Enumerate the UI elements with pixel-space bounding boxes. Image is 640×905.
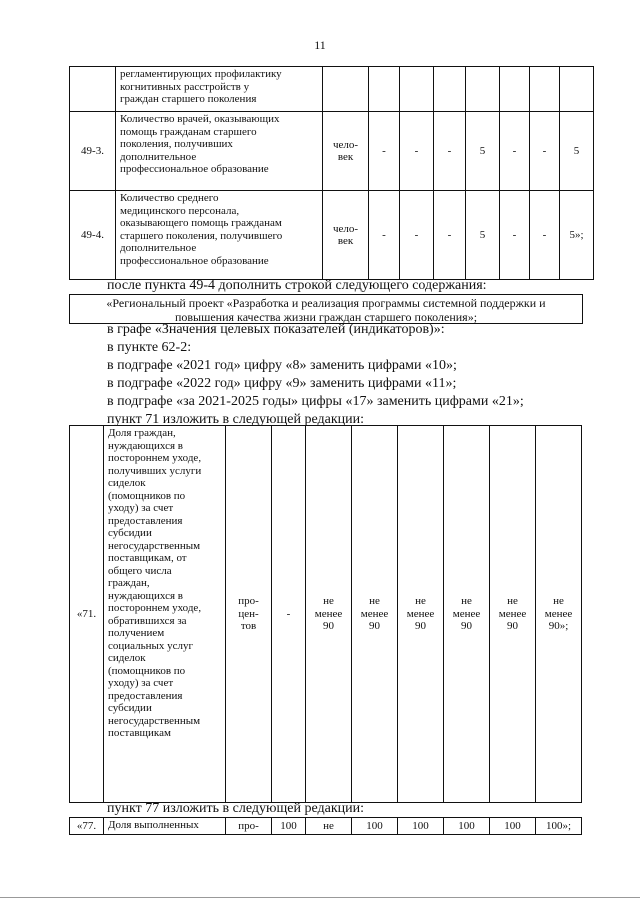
instruction-graph-values: в графе «Значения целевых показателей (индикаторов)»: (107, 322, 445, 337)
instruction-after-49-4: после пункта 49-4 дополнить строкой следующего содержания: (107, 278, 487, 293)
value-cell-line: не (323, 595, 334, 608)
indicator-name-line: профессиональное образование (120, 254, 269, 267)
value-cell (466, 67, 500, 112)
value-cell: 5 (466, 191, 500, 280)
value-cell: - (500, 191, 530, 280)
value-cell (444, 426, 490, 803)
indicator-name-line: сиделок (108, 652, 146, 664)
unit (323, 112, 369, 191)
value-cell (352, 426, 398, 803)
value-cell: 100 (444, 818, 490, 835)
value-cell: - (400, 191, 434, 280)
base-value: 100 (272, 818, 306, 835)
instruction-item-71: пункт 71 изложить в следующей редакции: (107, 412, 364, 427)
value-cell (434, 67, 466, 112)
value-cell: 5»; (560, 191, 594, 280)
unit-line: век (337, 151, 354, 163)
indicator-name-line: получением (108, 627, 165, 639)
indicator-name-line: постороннем уходе, (108, 452, 202, 464)
unit (323, 67, 369, 112)
value-cell-line: 90 (415, 620, 426, 633)
indicator-name-line: Доля граждан, (108, 427, 176, 439)
unit-line: век (337, 235, 354, 247)
indicator-name (116, 191, 323, 280)
indicator-name-line: нуждающихся в (108, 439, 183, 452)
value-cell-line: менее (314, 607, 343, 620)
value-cell-line: 90 (507, 620, 518, 633)
indicator-name-line: получивших услуги (108, 464, 202, 477)
indicator-name-line: граждан, (108, 577, 150, 589)
value-cell-line: менее (360, 607, 389, 620)
indicator-name: Доля выполненных (104, 818, 226, 835)
indicator-name-line: профессиональное образование (120, 163, 269, 175)
indicator-name-line: социальных услуг (108, 639, 194, 652)
page-number: 11 (314, 38, 326, 52)
table-row (70, 67, 594, 112)
unit (226, 426, 272, 803)
value-cell (306, 426, 352, 803)
indicator-name-line: поколения, получивших (120, 138, 233, 150)
value-cell-line: не (507, 595, 518, 608)
value-cell-line: не (553, 595, 564, 608)
unit-line: тов (240, 620, 257, 633)
value-cell: 5 (560, 112, 594, 191)
value-cell (369, 67, 400, 112)
indicator-name-line: общего числа (108, 564, 172, 577)
table-row (70, 191, 594, 280)
instruction-2021-2025: в подграфе «за 2021-2025 годы» цифры «17» заменить цифрами «21»; (107, 394, 524, 409)
value-cell-line: 90 (461, 620, 472, 633)
indicator-name-line: дополнительное (120, 150, 197, 163)
unit-line: про- (238, 595, 259, 608)
indicator-name-line: нуждающихся в (108, 589, 183, 602)
indicator-name-line: помощь гражданам старшего (120, 125, 257, 138)
value-cell: 100 (490, 818, 536, 835)
indicator-name-line: негосударственным (108, 714, 201, 727)
value-cell (500, 67, 530, 112)
value-cell-line: менее (406, 607, 435, 620)
value-cell: - (434, 191, 466, 280)
indicator-name-line: (помощников по (108, 489, 186, 502)
row-number: «71. (70, 426, 104, 803)
value-cell-line: 90 (369, 620, 380, 633)
value-cell-line: 90»; (548, 620, 569, 633)
row-number: 49-3. (70, 112, 116, 191)
indicator-name-line: (помощников по (108, 664, 186, 677)
table-row (70, 818, 582, 835)
indicator-name-line: Количество среднего (120, 192, 219, 204)
value-cell: - (530, 191, 560, 280)
value-cell: - (530, 112, 560, 191)
table-row (70, 426, 582, 803)
unit: про- (226, 818, 272, 835)
unit-line: чело- (332, 138, 359, 151)
indicator-name-line: сиделок (108, 477, 146, 489)
indicator-table-77 (69, 817, 582, 835)
value-cell-line: менее (544, 607, 573, 620)
indicator-name-line: дополнительное (120, 242, 197, 254)
indicator-name-line: предоставления (108, 514, 183, 527)
indicator-name (104, 426, 226, 803)
value-cell: - (369, 112, 400, 191)
indicator-table-71 (69, 425, 582, 803)
row-number (70, 67, 116, 112)
unit-line: цен- (238, 607, 259, 620)
value-cell (398, 426, 444, 803)
indicator-name (116, 67, 323, 112)
indicator-name-line: медицинского персонала, (120, 204, 240, 217)
value-cell (490, 426, 536, 803)
instruction-item-77: пункт 77 изложить в следующей редакции: (107, 801, 364, 816)
value-cell-line: не (415, 595, 426, 608)
indicator-name-line: постороннем уходе, (108, 602, 202, 614)
regional-project-line-2: повышения качества жизни граждан старшего поколения»; (174, 310, 478, 324)
indicator-name (116, 112, 323, 191)
instruction-2021: в подграфе «2021 год» цифру «8» заменить цифрами «10»; (107, 358, 457, 373)
regional-project-line-1: «Региональный проект «Разработка и реализация программы системной поддержки и (106, 296, 546, 310)
value-cell: 5 (466, 112, 500, 191)
indicator-name-line: субсидии (108, 527, 152, 539)
indicator-name-line: Количество врачей, оказывающих (120, 113, 280, 125)
value-cell (536, 426, 582, 803)
value-cell-line: не (461, 595, 472, 608)
value-cell: 100»; (536, 818, 582, 835)
indicator-name-line: уходу) за счет (108, 502, 174, 514)
value-cell: - (400, 112, 434, 191)
indicator-name-line: когнитивных расстройств у (120, 80, 250, 93)
indicator-table-top (69, 66, 594, 280)
value-cell-line: не (369, 595, 380, 608)
value-cell: 100 (398, 818, 444, 835)
value-cell (530, 67, 560, 112)
page-edge-line (0, 897, 640, 898)
value-cell (400, 67, 434, 112)
indicator-name-line: предоставления (108, 689, 183, 702)
indicator-name-line: оказывающего помощь гражданам (120, 217, 282, 229)
base-value: - (272, 426, 306, 803)
regional-project-row (69, 294, 583, 324)
value-cell-line: 90 (323, 620, 334, 633)
indicator-name-line: негосударственным (108, 539, 201, 552)
value-cell: 100 (352, 818, 398, 835)
indicator-name-line: граждан старшего поколения (120, 93, 257, 105)
indicator-name-line: регламентирующих профилактику (120, 68, 282, 80)
indicator-name-line: старшего поколения, получившего (120, 229, 283, 242)
indicator-name-line: уходу) за счет (108, 677, 174, 689)
row-number: 49-4. (70, 191, 116, 280)
value-cell-line: менее (452, 607, 481, 620)
value-cell: - (500, 112, 530, 191)
table-row (70, 112, 594, 191)
value-cell: - (434, 112, 466, 191)
value-cell: - (369, 191, 400, 280)
row-number: «77. (70, 818, 104, 835)
value-cell: не (306, 818, 352, 835)
unit (323, 191, 369, 280)
value-cell (560, 67, 594, 112)
indicator-name-line: субсидии (108, 702, 152, 714)
value-cell-line: менее (498, 607, 527, 620)
instruction-item-62-2: в пункте 62-2: (107, 340, 192, 355)
indicator-name-line: поставщикам, от (108, 552, 187, 564)
instruction-2022: в подграфе «2022 год» цифру «9» заменить цифрами «11»; (107, 376, 457, 391)
indicator-name-line: поставщикам (108, 727, 171, 739)
unit-line: чело- (332, 222, 359, 235)
indicator-name-line: обратившихся за (108, 614, 187, 627)
